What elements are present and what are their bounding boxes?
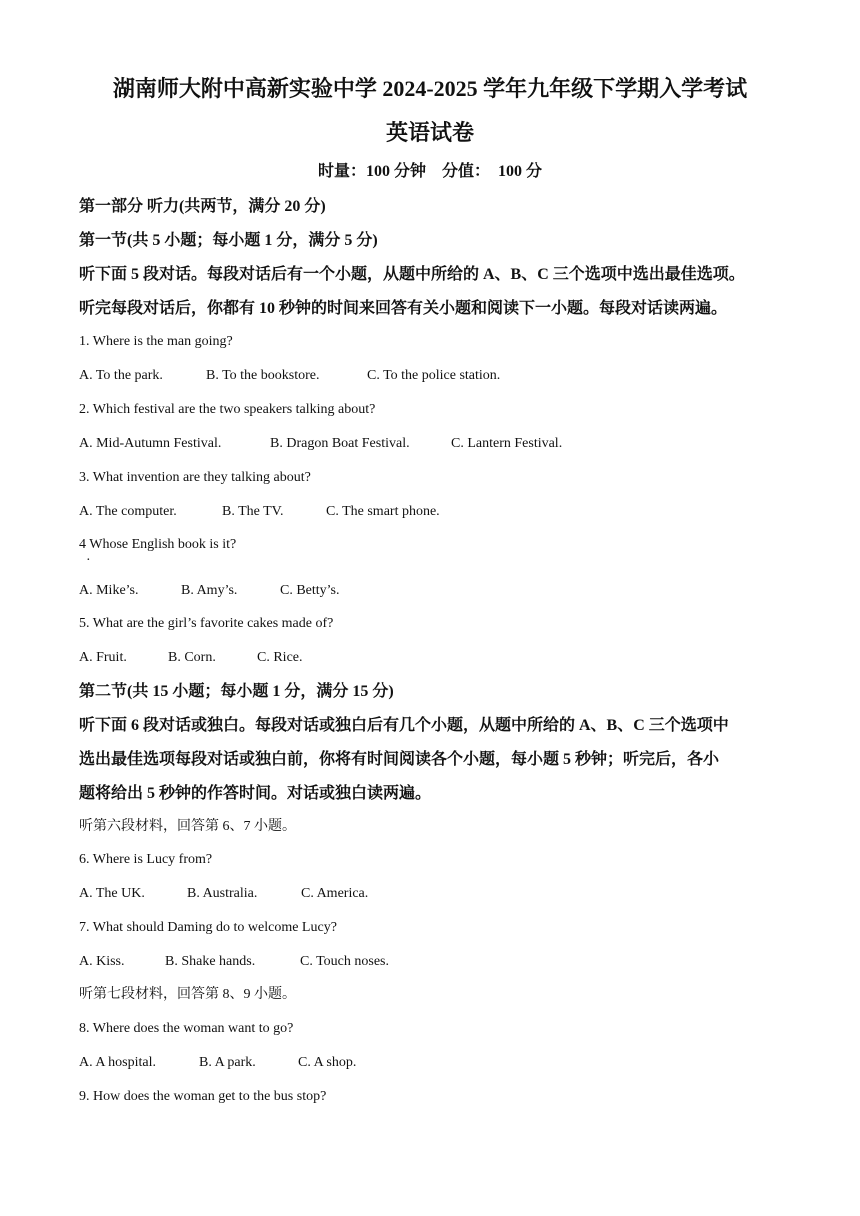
question-8: 8. Where does the woman want to go? (79, 1021, 294, 1036)
option-c: C. Rice. (257, 650, 303, 665)
option-a: A. Fruit. (79, 650, 127, 665)
option-c: C. Betty’s. (280, 583, 340, 598)
material-6-note: 听第六段材料，回答第 6、7 小题。 (79, 819, 296, 834)
material-7-note: 听第七段材料，回答第 8、9 小题。 (79, 987, 296, 1002)
section2-heading: 第二节(共 15 小题；每小题 1 分，满分 15 分) (79, 683, 394, 700)
option-b: B. To the bookstore. (206, 368, 320, 383)
question-9: 9. How does the woman get to the bus stop? (79, 1089, 327, 1104)
option-c: C. To the police station. (367, 368, 501, 383)
section1-heading: 第一节(共 5 小题；每小题 1 分，满分 5 分) (79, 232, 378, 249)
question-3: 3. What invention are they talking about? (79, 470, 311, 485)
section2-instruction-1: 听下面 6 段对话或独白。每段对话或独白后有几个小题，从题中所给的 A、B、C 三个选项中 (79, 717, 729, 734)
exam-subtitle: 英语试卷 (385, 120, 474, 145)
option-c: C. A shop. (298, 1055, 357, 1070)
section1-instruction-2: 听完每段对话后，你都有 10 秒钟的时间来回答有关小题和阅读下一小题。每段对话读两遍。 (79, 300, 728, 317)
question-7: 7. What should Daming do to welcome Lucy? (79, 920, 337, 935)
question-2: 2. Which festival are the two speakers talking about? (79, 402, 376, 417)
question-5: 5. What are the girl’s favorite cakes made of? (79, 616, 334, 631)
option-c: C. America. (301, 886, 369, 901)
question-3-options (79, 502, 440, 522)
option-c: C. The smart phone. (326, 504, 440, 519)
exam-title: 湖南师大附中高新实验中学 2024-2025 学年九年级下学期入学考试 (112, 76, 748, 101)
question-5-options (79, 648, 303, 668)
option-b: B. Dragon Boat Festival. (270, 436, 410, 451)
exam-meta: 时量：100 分钟 分值： 100 分 (317, 163, 542, 180)
stray-dot: · (86, 553, 91, 568)
option-a: A. Mike’s. (79, 583, 139, 598)
option-a: A. To the park. (79, 368, 163, 383)
option-b: B. Australia. (187, 886, 258, 901)
section2-instruction-3: 题将给出 5 秒钟的作答时间。对话或独白读两遍。 (79, 785, 432, 802)
question-6-options (79, 884, 368, 904)
option-a: A. A hospital. (79, 1055, 157, 1070)
option-b: B. Corn. (168, 650, 216, 665)
option-a: A. The UK. (79, 886, 145, 901)
part1-heading: 第一部分 听力(共两节，满分 20 分) (79, 198, 326, 215)
question-1: 1. Where is the man going? (79, 334, 233, 349)
question-6: 6. Where is Lucy from? (79, 852, 213, 867)
option-a: A. Mid-Autumn Festival. (79, 436, 222, 451)
option-b: B. The TV. (222, 504, 284, 519)
option-b: B. Shake hands. (165, 954, 256, 969)
question-4: 4 Whose English book is it? (79, 537, 237, 552)
option-c: C. Touch noses. (300, 954, 389, 969)
section2-instruction-2: 选出最佳选项每段对话或独白前，你将有时间阅读各个小题，每小题 5 秒钟；听完后，各小 (79, 751, 720, 768)
option-b: B. Amy’s. (181, 583, 238, 598)
question-8-options (79, 1053, 356, 1073)
question-7-options (79, 952, 389, 972)
section1-instruction-1: 听下面 5 段对话。每段对话后有一个小题，从题中所给的 A、B、C 三个选项中选出最佳选项。 (79, 266, 745, 283)
option-a: A. Kiss. (79, 954, 125, 969)
question-1-options (79, 366, 500, 386)
option-a: A. The computer. (79, 504, 177, 519)
option-c: C. Lantern Festival. (451, 436, 563, 451)
question-4-options (79, 581, 340, 601)
option-b: B. A park. (199, 1055, 256, 1070)
question-2-options (79, 434, 562, 454)
